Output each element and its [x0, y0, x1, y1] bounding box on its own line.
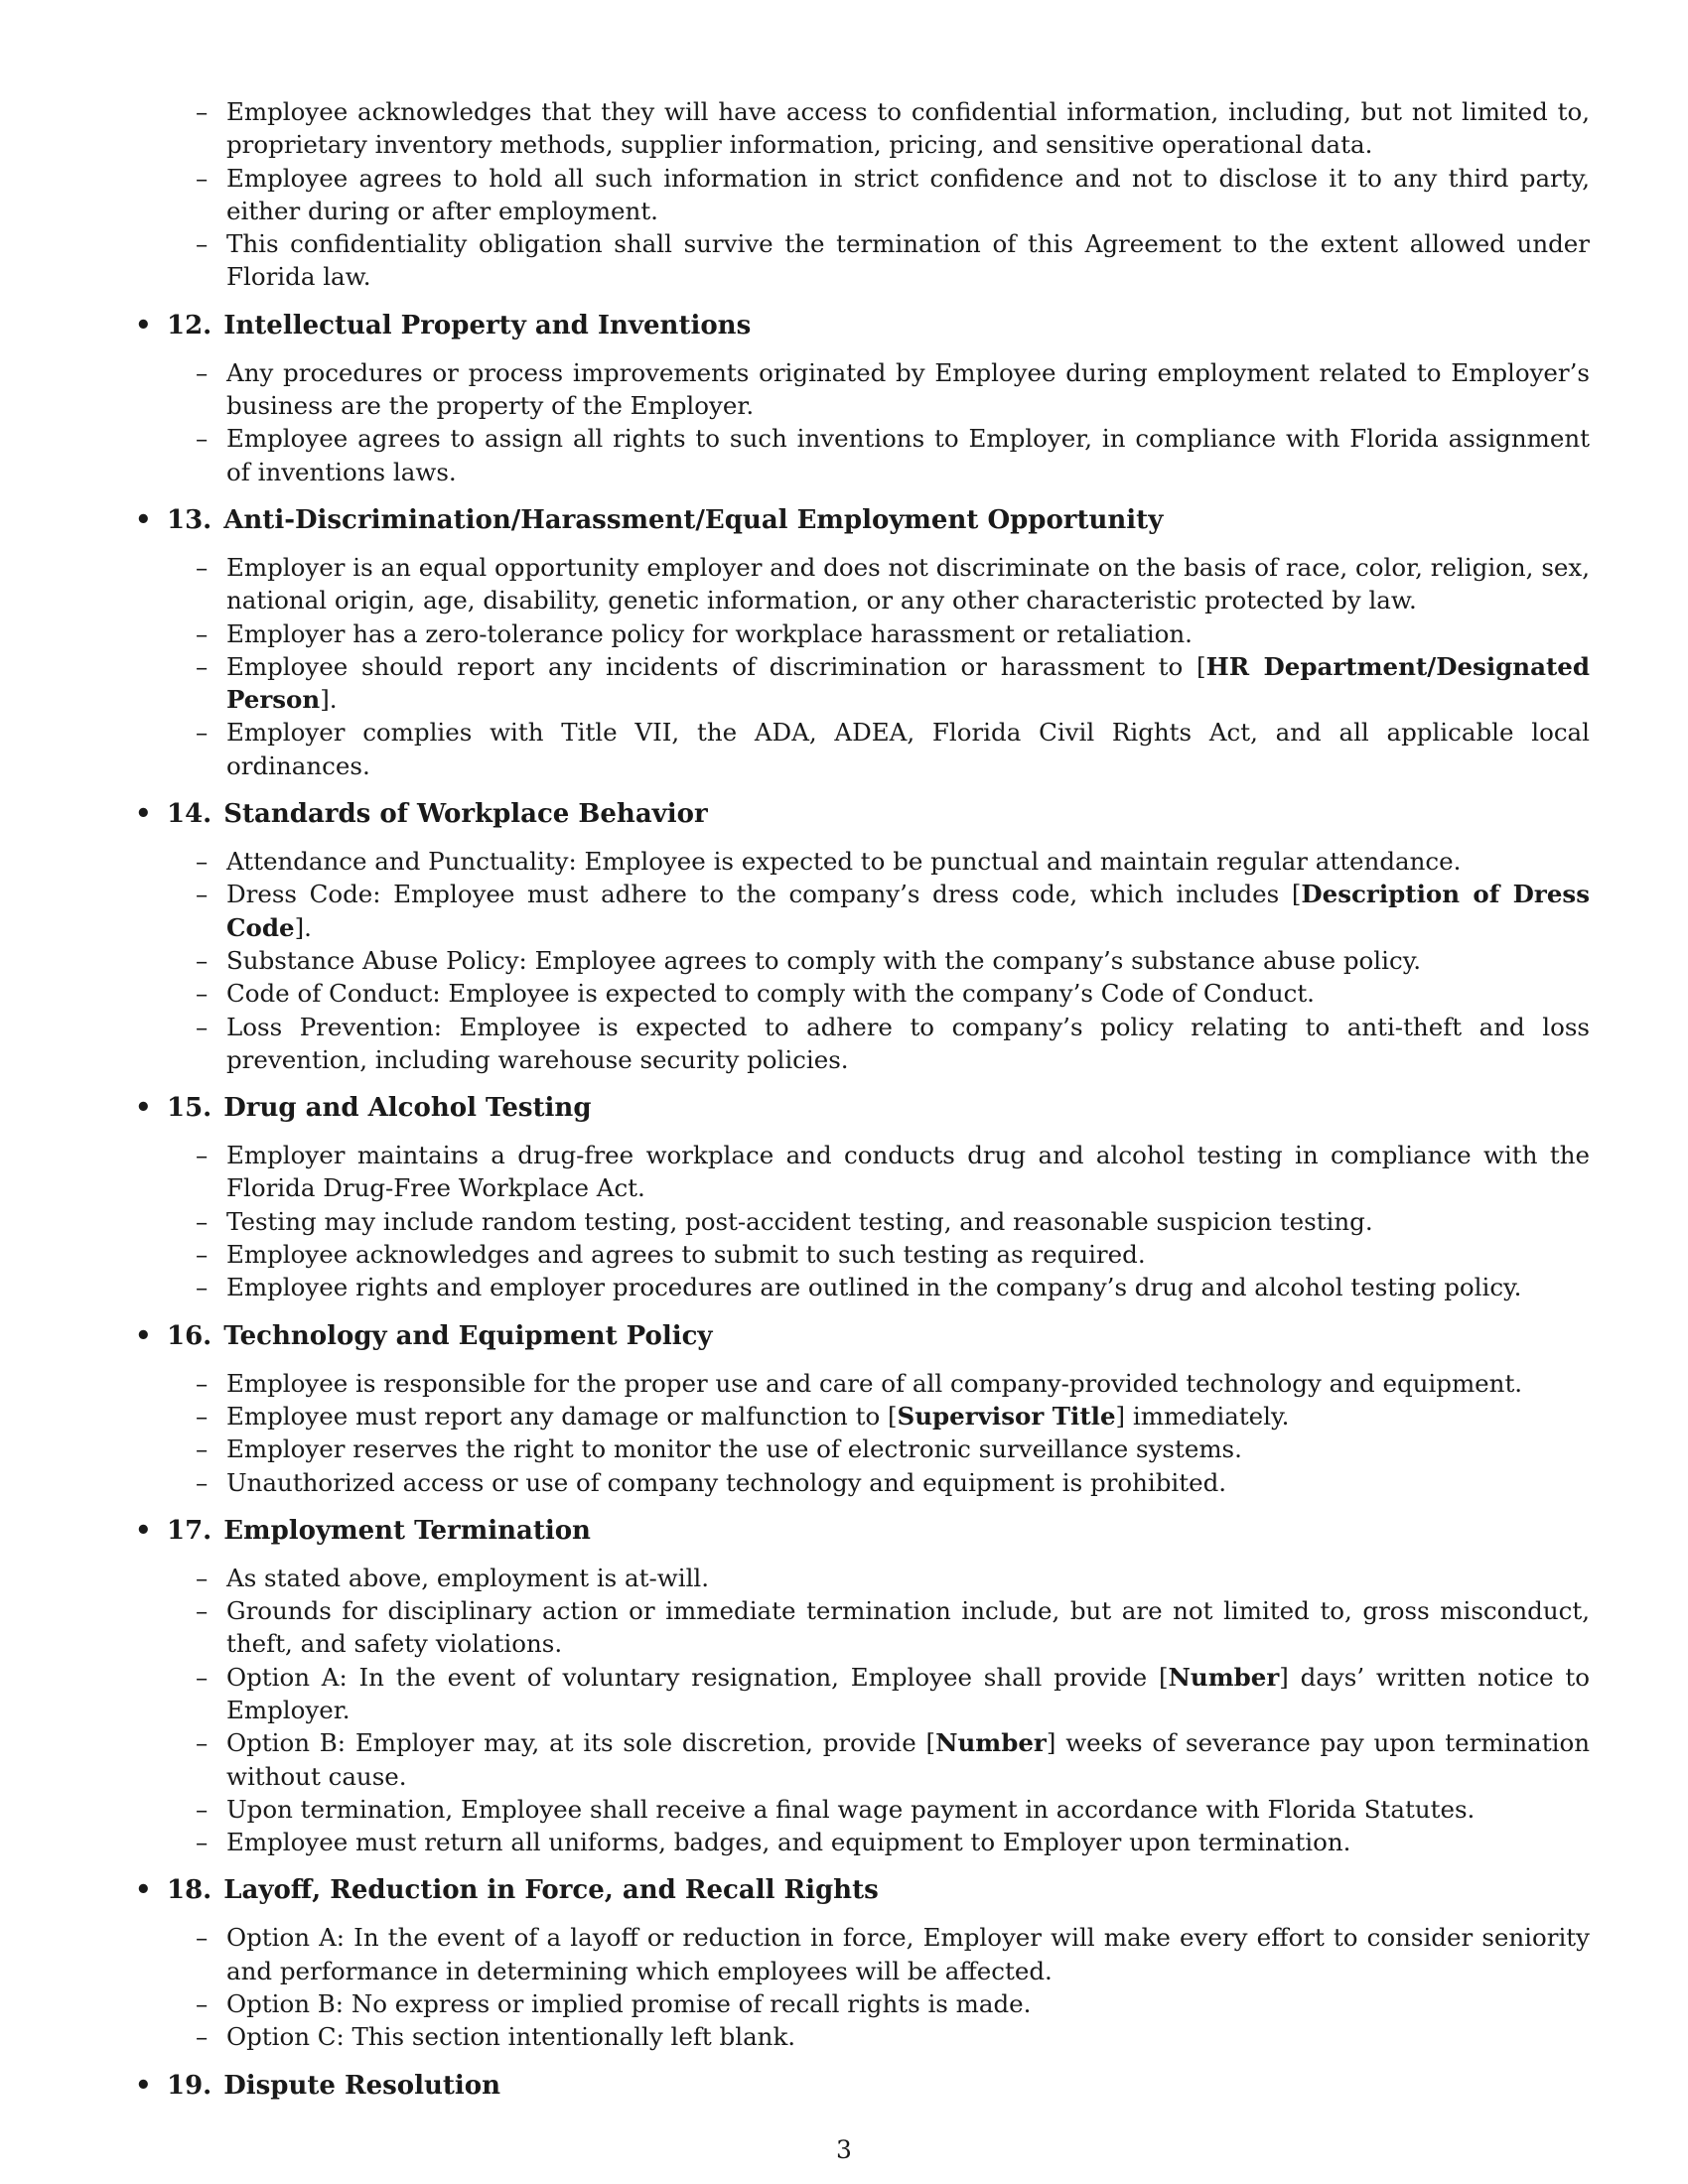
item-text: Dress Code: Employee must adhere to the company’s dress code, which includes [ [226, 880, 1302, 909]
list-item [196, 1367, 1590, 1400]
placeholder-field: Description of Dress Code [226, 880, 1590, 942]
section-13 [135, 502, 1590, 782]
list-item [196, 2020, 1590, 2053]
list-item [196, 878, 1590, 944]
dash-marker: – [196, 1273, 209, 1302]
list-item [196, 1726, 1590, 1793]
item-text: Substance Abuse Policy: Employee agrees to comply with the company’s substance abuse policy. [226, 945, 1422, 975]
section-number: 12. [167, 310, 212, 341]
dash-marker: – [196, 229, 209, 259]
section-title: Layoff, Reduction in Force, and Recall Rights [223, 1875, 879, 1906]
dash-marker: – [196, 1401, 209, 1431]
list-item [196, 1400, 1590, 1433]
dash-marker: – [196, 1794, 209, 1824]
item-text: Any procedures or process improvements originated by Employee during employment related to Employer’s business are the property of the Employer. [226, 357, 1590, 421]
list-item [196, 1826, 1590, 1858]
section-item-list [196, 845, 1590, 1076]
dash-marker: – [196, 1012, 209, 1041]
list-item [196, 1433, 1590, 1465]
list-item [196, 422, 1590, 488]
placeholder-field: HR Department/Designated Person [226, 651, 1590, 715]
section-number: 13. [167, 504, 212, 535]
section-item-list [196, 1562, 1590, 1859]
section-19 [135, 2068, 1590, 2105]
dash-marker: – [196, 1467, 209, 1497]
section-item-list [196, 551, 1590, 782]
list-item [196, 227, 1590, 294]
section-title: Technology and Equipment Policy [223, 1320, 713, 1351]
list-item [196, 1594, 1590, 1661]
dash-marker: – [196, 424, 209, 454]
list-item [196, 650, 1590, 717]
section-number: 17. [167, 1515, 212, 1546]
list-item [196, 356, 1590, 423]
item-text: Employer is an equal opportunity employer and does not discriminate on the basis of race, color, religion, sex, national origin, age, disability, genetic information, or any other characteristic protected by law. [226, 552, 1590, 615]
bullet-marker: • [135, 504, 152, 535]
list-item [196, 1271, 1590, 1303]
section-heading [135, 1318, 1590, 1355]
item-text: Attendance and Punctuality: Employee is expected to be punctual and maintain regular attendance. [226, 847, 1462, 877]
item-text: Employee should report any incidents of discrimination or harassment to [ [226, 651, 1206, 681]
list-item [196, 977, 1590, 1010]
placeholder-field: Supervisor Title [897, 1401, 1116, 1431]
item-text: Employee must report any damage or malfunction to [ [226, 1401, 898, 1431]
placeholder-field: Number [1168, 1662, 1280, 1692]
dash-marker: – [196, 357, 209, 387]
list-item [196, 1562, 1590, 1594]
dash-marker: – [196, 2022, 209, 2052]
item-text: Employee acknowledges that they will have access to confidential information, including, but not limited to, proprietary inventory methods, supplier information, pricing, and sensitive operational data. [226, 97, 1590, 160]
list-item [196, 1238, 1590, 1271]
dash-marker: – [196, 979, 209, 1009]
list-item [196, 1921, 1590, 1987]
section-title: Standards of Workplace Behavior [223, 799, 708, 830]
section-heading [135, 308, 1590, 344]
item-text: Employer has a zero-tolerance policy for workplace harassment or retaliation. [226, 618, 1193, 648]
bullet-marker: • [135, 1320, 152, 1351]
section-16 [135, 1318, 1590, 1499]
section-title: Anti-Discrimination/Harassment/Equal Employment Opportunity [223, 504, 1164, 535]
section-18 [135, 1872, 1590, 2053]
section-title: Dispute Resolution [223, 2070, 501, 2101]
list-item [196, 845, 1590, 878]
item-text: This confidentiality obligation shall survive the termination of this Agreement to the extent allowed under Florida law. [226, 229, 1590, 292]
dash-marker: – [196, 1662, 209, 1692]
list-item [196, 617, 1590, 650]
item-text-after: ]. [294, 912, 312, 942]
list-item [196, 1205, 1590, 1238]
section-title: Drug and Alcohol Testing [223, 1093, 592, 1124]
bullet-marker: • [135, 799, 152, 830]
section-heading [135, 1090, 1590, 1127]
page-content [135, 95, 1590, 2105]
section-number: 15. [167, 1093, 212, 1124]
bullet-marker: • [135, 310, 152, 341]
dash-marker: – [196, 847, 209, 877]
section-heading [135, 502, 1590, 539]
dash-marker: – [196, 97, 209, 126]
dash-marker: – [196, 1596, 209, 1626]
section-14 [135, 796, 1590, 1076]
dash-marker: – [196, 1141, 209, 1170]
list-item [196, 551, 1590, 617]
section-title: Employment Termination [223, 1515, 591, 1546]
item-text: Unauthorized access or use of company technology and equipment is prohibited. [226, 1467, 1227, 1497]
item-text: Option B: Employer may, at its sole discretion, provide [ [226, 1728, 936, 1758]
section-heading [135, 796, 1590, 833]
section-item-list [196, 356, 1590, 488]
item-text: Employee agrees to hold all such information in strict confidence and not to disclose it to any third party, either during or after employment. [226, 163, 1590, 225]
section-item-list [196, 1367, 1590, 1499]
item-text: Employee is responsible for the proper use and care of all company-provided technology and equipment. [226, 1368, 1523, 1398]
dash-marker: – [196, 1368, 209, 1398]
section-number: 16. [167, 1320, 212, 1351]
section-number: 19. [167, 2070, 212, 2101]
dash-marker: – [196, 651, 209, 681]
list-item [196, 1661, 1590, 1727]
section-heading [135, 1513, 1590, 1550]
item-text: Option B: No express or implied promise of recall rights is made. [226, 1989, 1032, 2019]
section-heading [135, 2068, 1590, 2105]
dash-marker: – [196, 1828, 209, 1857]
item-text: Employee must return all uniforms, badges, and equipment to Employer upon termination. [226, 1828, 1351, 1857]
item-text-after: ]. [320, 685, 338, 715]
item-text: Employee agrees to assign all rights to such inventions to Employer, in compliance with Florida assignment of inventions laws. [226, 424, 1590, 486]
item-text: Loss Prevention: Employee is expected to adhere to company’s policy relating to anti-theft and loss prevention, including warehouse security policies. [226, 1012, 1590, 1074]
section-item-list [196, 1139, 1590, 1303]
dash-marker: – [196, 1728, 209, 1758]
item-text: Option A: In the event of voluntary resignation, Employee shall provide [ [226, 1662, 1169, 1692]
dash-marker: – [196, 1923, 209, 1953]
continuation-list [196, 95, 1590, 294]
item-text: Employer maintains a drug-free workplace and conducts drug and alcohol testing in compliance with the Florida Drug-Free Workplace Act. [226, 1141, 1590, 1203]
item-text: Employee rights and employer procedures are outlined in the company’s drug and alcohol testing policy. [226, 1273, 1522, 1302]
dash-marker: – [196, 1434, 209, 1464]
dash-marker: – [196, 552, 209, 582]
bullet-marker: • [135, 2070, 152, 2101]
item-text-after: ] immediately. [1115, 1401, 1290, 1431]
bullet-marker: • [135, 1875, 152, 1906]
list-item [196, 1793, 1590, 1826]
list-item [196, 944, 1590, 977]
item-text: As stated above, employment is at-will. [226, 1563, 710, 1592]
dash-marker: – [196, 163, 209, 193]
item-text: Employer reserves the right to monitor the use of electronic surveillance systems. [226, 1434, 1242, 1464]
item-text-after: ] weeks of severance pay upon termination without cause. [226, 1728, 1590, 1791]
item-text: Option A: In the event of a layoff or reduction in force, Employer will make every effort to consider seniority and performance in determining which employees will be affected. [226, 1923, 1590, 1985]
item-text: Code of Conduct: Employee is expected to comply with the company’s Code of Conduct. [226, 979, 1315, 1009]
section-12 [135, 308, 1590, 488]
item-text: Employee acknowledges and agrees to submit to such testing as required. [226, 1240, 1146, 1270]
item-text-after: ] days’ written notice to Employer. [226, 1662, 1590, 1724]
page-number: 3 [836, 2135, 852, 2164]
bullet-marker: • [135, 1093, 152, 1124]
list-item [196, 162, 1590, 228]
list-item [196, 95, 1590, 162]
section-title: Intellectual Property and Inventions [223, 310, 752, 341]
item-text: Employer complies with Title VII, the ADA, ADEA, Florida Civil Rights Act, and all applicable local ordinances. [226, 718, 1590, 780]
section-number: 14. [167, 799, 212, 830]
list-item [196, 716, 1590, 782]
list-item [196, 1139, 1590, 1205]
section-item-list [196, 1921, 1590, 2053]
dash-marker: – [196, 1240, 209, 1270]
section-number: 18. [167, 1875, 212, 1906]
dash-marker: – [196, 880, 209, 909]
list-item [196, 1987, 1590, 2020]
section-17 [135, 1513, 1590, 1859]
dash-marker: – [196, 718, 209, 748]
placeholder-field: Number [935, 1728, 1047, 1758]
item-text: Upon termination, Employee shall receive a final wage payment in accordance with Florida Statutes. [226, 1794, 1476, 1824]
dash-marker: – [196, 1206, 209, 1236]
section-heading [135, 1872, 1590, 1909]
list-item [196, 1466, 1590, 1499]
item-text: Option C: This section intentionally left blank. [226, 2022, 796, 2052]
dash-marker: – [196, 945, 209, 975]
section-15 [135, 1090, 1590, 1303]
bullet-marker: • [135, 1515, 152, 1546]
item-text: Testing may include random testing, post-accident testing, and reasonable suspicion testing. [226, 1206, 1373, 1236]
dash-marker: – [196, 1989, 209, 2019]
item-text: Grounds for disciplinary action or immediate termination include, but are not limited to, gross misconduct, theft, and safety violations. [226, 1596, 1590, 1659]
section-list [135, 308, 1590, 2105]
dash-marker: – [196, 618, 209, 648]
list-item [196, 1011, 1590, 1077]
dash-marker: – [196, 1563, 209, 1592]
